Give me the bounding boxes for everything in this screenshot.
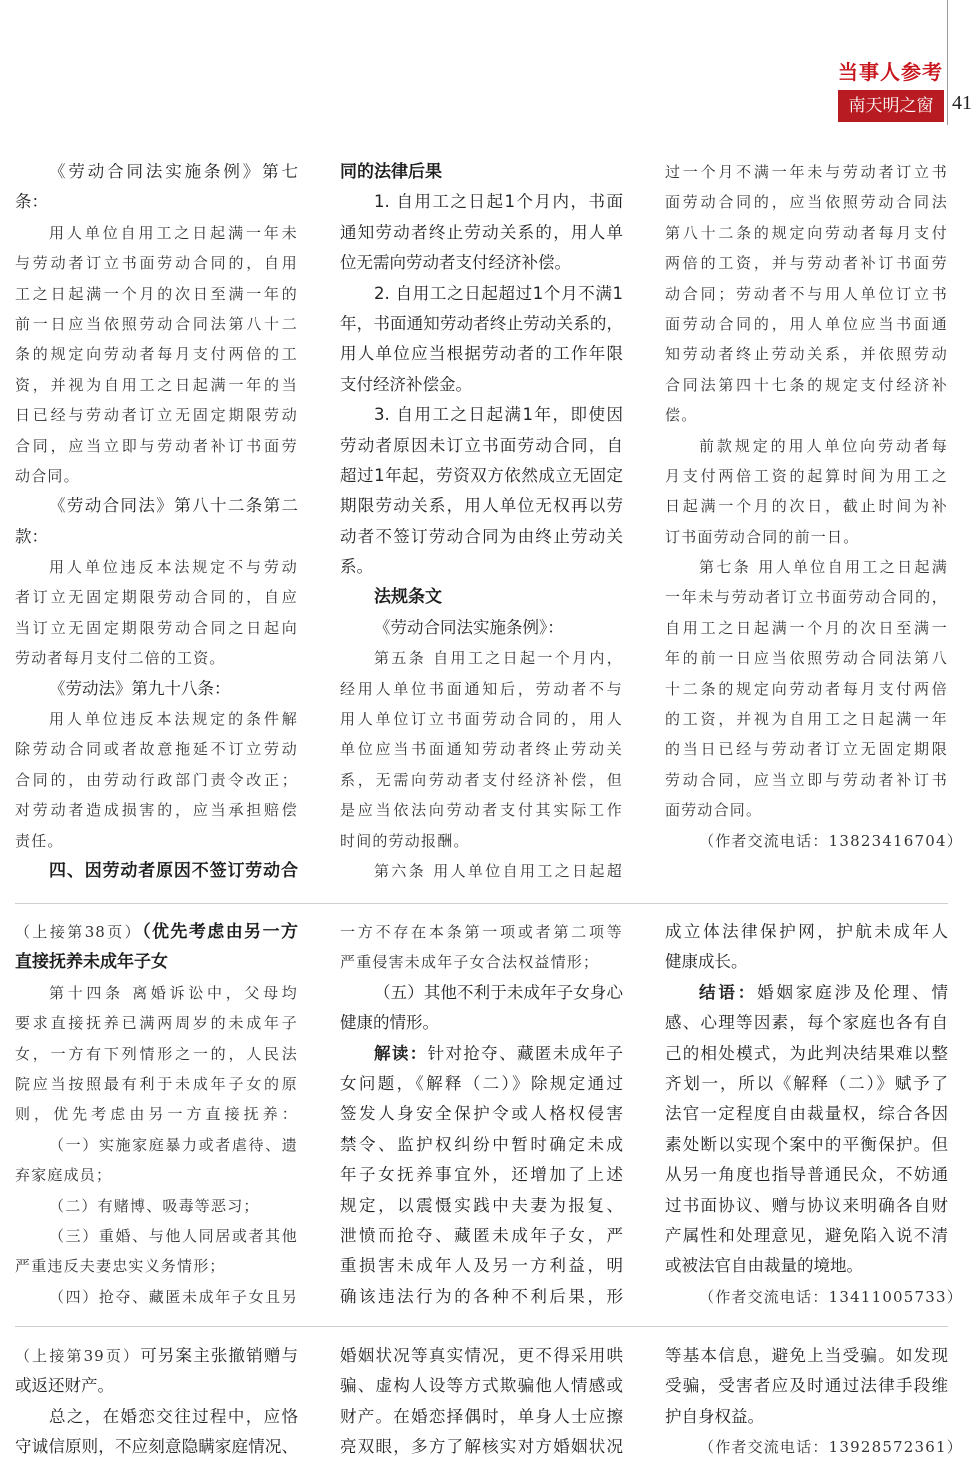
text-line: 两倍的工资，并与劳动者补订书面劳 [665, 254, 948, 273]
text-line: 年的前一日应当依照劳动合同法第八 [665, 649, 948, 668]
text-line: 支付经济补偿金。 [340, 374, 472, 394]
text-line: 用人单位订立书面劳动合同的，用人 [340, 710, 623, 729]
text-line: 前一日应当依照劳动合同法第八十二 [15, 314, 298, 333]
column-middle [340, 917, 623, 1312]
subheading: 直接抚养未成年子女 [15, 952, 168, 973]
text-line: 总之，在婚恋交往过程中，应恪 [49, 1406, 298, 1426]
text-line: 十二条的规定向劳动者每月支付两倍 [665, 679, 948, 698]
page-edge-rule [947, 0, 948, 125]
text-line: 位无需向劳动者支付经济补偿。 [340, 253, 571, 273]
text-line: 日起满一个月的次日，截止时间为补 [665, 497, 948, 516]
text-line: 弃家庭成员； [15, 1166, 113, 1185]
text-line: 己的相处模式，为此判决结果难以整 [665, 1043, 948, 1063]
continued-line [15, 1341, 298, 1371]
text-line: 第八十二条的规定向劳动者每月支付 [665, 223, 948, 242]
heading-text: （优先考虑由另一方 [142, 922, 298, 942]
text-line: 健康的情形。 [340, 1013, 439, 1033]
text-line: 面劳动合同的，用人单位应当书面通 [665, 314, 948, 333]
text-line: 经用人单位书面通知后，劳动者不与 [340, 679, 623, 698]
text-line: 素处断以实现个案中的平衡保护。但 [665, 1134, 948, 1154]
text-line: 女，一方有下列情形之一的，人民法 [15, 1044, 298, 1063]
text-line: 过书面协议、赠与协议来明确各自财 [665, 1195, 948, 1215]
continued-heading-line [15, 917, 298, 947]
text-line: 系。 [340, 557, 373, 577]
text-line: 时间的劳动报酬。 [340, 831, 470, 850]
text-line: 用人单位违反本法规定不与劳动 [49, 558, 298, 577]
text-line: 第五条 自用工之日起一个月内， [374, 649, 623, 668]
text-line: 《劳动合同法》第八十二条第二 [49, 496, 298, 516]
text-line: 骗、虚构人设等方式欺骗他人情感或 [340, 1376, 623, 1396]
text-line: 条： [15, 192, 48, 212]
text-line: 重损害未成年人及另一方利益，明 [340, 1256, 623, 1276]
text-line: 从另一角度也指导普通民众，不妨通 [665, 1165, 948, 1185]
text-line: 成立体法律保护网，护航未成年人 [665, 922, 948, 941]
text-line: 第六条 用人单位自用工之日起超 [374, 861, 623, 880]
conclusion-text: 婚姻家庭涉及伦理、情 [757, 982, 948, 1002]
text-line: 超过1年起，劳资双方依然成立无固定 [340, 465, 623, 485]
text-line: 款： [15, 526, 48, 546]
text-line: 与劳动者订立书面劳动合同的，自用 [15, 254, 298, 273]
text-line: 的当日已经与劳动者订立无固定期限 [665, 740, 948, 759]
text-line: 条的规定向劳动者每月支付两倍的工 [15, 345, 298, 364]
subheading: 法规条文 [374, 587, 442, 608]
text-line: 产属性和处理意见，避免陷入说不清 [665, 1225, 948, 1245]
author-phone: （作者交流电话：13928572361） [699, 1438, 963, 1457]
text-line: 知劳动者终止劳动关系，并依照劳动 [665, 345, 948, 364]
text-line: 女问题，《解释（二）》除规定通过 [340, 1073, 623, 1093]
conclusion-line [665, 978, 948, 1008]
text-line: 《劳动合同法实施条例》第七 [49, 162, 298, 181]
text-line: 动者不签订劳动合同为由终止劳动关 [340, 526, 623, 546]
text-line: 2. 自用工之日起超过1个月不满1 [374, 283, 623, 303]
text-line: 《劳动法》第九十八条： [49, 678, 231, 698]
column-left [15, 917, 298, 1312]
subheading: 同的法律后果 [340, 162, 442, 182]
text-line: 健康成长。 [665, 952, 748, 972]
text-line: 一方不存在本条第一项或者第二项等 [340, 923, 623, 941]
text-line: （二）有赌博、吸毒等恶习； [49, 1196, 260, 1215]
text-line: 1. 自用工之日起1个月内，书面 [374, 192, 623, 212]
text-line: 等基本信息，避免上当受骗。如发现 [665, 1346, 948, 1365]
column-left [15, 157, 298, 886]
column-left [15, 1341, 298, 1463]
text-line: 过一个月不满一年未与劳动者订立书 [665, 163, 948, 181]
continued-from-ref: （上接第39页） [15, 1347, 141, 1365]
text-line: （五）其他不利于未成年子女身心 [374, 982, 623, 1002]
text-line: 劳动者每月支付二倍的工资。 [15, 649, 226, 668]
interpretation-label: 解读： [374, 1043, 428, 1063]
section-divider [15, 1326, 948, 1327]
text-line: 财产。在婚恋择偶时，单身人士应擦 [340, 1406, 623, 1426]
text-line: 《劳动合同法实施条例》： [374, 617, 564, 637]
column-right [665, 157, 963, 856]
text-line: 合同法第四十七条的规定支付经济补 [665, 375, 948, 394]
text-line: 偿。 [665, 406, 698, 425]
conclusion-label: 结语： [699, 982, 758, 1002]
text-line: 护自身权益。 [665, 1406, 764, 1426]
text-line: 合同的，由劳动行政部门责令改正； [15, 770, 298, 789]
text-line: 面劳动合同的，应当依照劳动合同法 [665, 193, 948, 212]
continued-from-ref: （上接第38页） [15, 923, 143, 941]
text-line: （三）重婚、与他人同居或者其他 [49, 1226, 298, 1245]
text-line: 法官一定程度自由裁量权，综合各因 [665, 1104, 948, 1124]
column-name-badge: 南天明之窗 [838, 90, 944, 122]
text-line: 责任。 [15, 831, 64, 850]
interpretation-line [340, 1039, 623, 1069]
text-line: 资，并视为自用工之日起满一年的当 [15, 375, 298, 394]
text-line: 劳动合同，应当立即与劳动者补订书 [665, 770, 948, 789]
text-line: 日已经与劳动者订立无固定期限劳动 [15, 406, 298, 425]
text-line: 婚姻状况等真实情况，更不得采用哄 [340, 1346, 623, 1365]
text-line: 动合同；劳动者不与用人单位订立书 [665, 284, 948, 303]
text-line: 用人单位违反本法规定的条件解 [49, 710, 298, 729]
text-line: 面劳动合同。 [665, 801, 763, 820]
author-phone: （作者交流电话：13411005733） [699, 1287, 963, 1306]
text-line: 工之日起满一个月的次日至满一年的 [15, 284, 298, 303]
text-line: 亮双眼，多方了解核实对方婚姻状况 [340, 1437, 623, 1457]
text-line: 年，书面通知劳动者终止劳动关系的， [340, 313, 623, 333]
page-number: 41 [952, 92, 972, 114]
text-line: 院应当按照最有利于未成年子女的原 [15, 1074, 298, 1093]
text-line: 合同，应当立即与劳动者补订书面劳 [15, 436, 298, 455]
section-title: 当事人参考 [838, 60, 943, 84]
text-line: 的工资，并视为自用工之日起满一年 [665, 710, 948, 729]
text-line: 自用工之日起满一个月的次日至满一 [665, 618, 948, 637]
text-line: 严重违反夫妻忠实义务情形； [15, 1257, 226, 1276]
text-line: 者订立无固定期限劳动合同的，自应 [15, 588, 298, 607]
text-line: 月支付两倍工资的起算时间为用工之 [665, 466, 948, 485]
text-line: 当订立无固定期限劳动合同之日起向 [15, 618, 298, 637]
text-line: 规定，以震慑实践中夫妻为报复、 [340, 1195, 623, 1215]
text-line: 通知劳动者终止劳动关系的，用人单 [340, 222, 623, 242]
text-line: 是应当依法向劳动者支付其实际工作 [340, 801, 623, 820]
subheading: 四、因劳动者原因不签订劳动合 [49, 860, 298, 881]
text-line: 泄愤而抢夺、藏匿未成年子女，严 [340, 1225, 623, 1245]
text-line: 年子女抚养事宜外，还增加了上述 [340, 1165, 623, 1185]
text-line: 感、心理等因素，每个家庭也各有自 [665, 1013, 948, 1033]
text-line: 前款规定的用人单位向劳动者每 [699, 436, 948, 455]
author-phone: （作者交流电话：13823416704） [699, 831, 963, 850]
column-right [665, 1341, 963, 1463]
text-line: 动合同。 [15, 466, 80, 485]
text-line: 期限劳动关系，用人单位无权再以劳 [340, 496, 623, 516]
text-line: 除劳动合同或者故意拖延不订立劳动 [15, 740, 298, 759]
column-middle [340, 1341, 623, 1463]
column-right [665, 917, 963, 1312]
text-line: 第七条 用人单位自用工之日起满 [699, 558, 948, 577]
text-line: 用人单位应当根据劳动者的工作年限 [340, 344, 623, 364]
text-line: 劳动者原因未订立书面劳动合同，自 [340, 435, 623, 455]
text-line: 禁令、监护权纠纷中暂时确定未成 [340, 1134, 623, 1154]
text-line: 第十四条 离婚诉讼中，父母均 [49, 983, 298, 1002]
interpretation-text: 针对抢夺、藏匿未成年子 [427, 1043, 624, 1063]
text-line: 订书面劳动合同的前一日。 [665, 527, 860, 546]
text-line: 一年未与劳动者订立书面劳动合同的， [665, 588, 948, 607]
text-line: 则，优先考虑由另一方直接抚养： [15, 1105, 298, 1124]
text-line: 或返还财产。 [15, 1376, 114, 1396]
text-line: 签发人身安全保护令或人格权侵害 [340, 1104, 623, 1124]
text-line: 确该违法行为的各种不利后果，形 [340, 1286, 623, 1306]
text-line: 受骗，受害者应及时通过法律手段维 [665, 1376, 948, 1396]
text-line: 齐划一，所以《解释（二）》赋予了 [665, 1073, 948, 1093]
text-line: 用人单位自用工之日起满一年未 [49, 223, 298, 242]
text-line: 对劳动者造成损害的，应当承担赔偿 [15, 801, 298, 820]
text-line: 3. 自用工之日起满1年，即使因 [374, 405, 623, 425]
text-line: 严重侵害未成年子女合法权益情形； [340, 953, 600, 972]
text-line: 守诚信原则，不应刻意隐瞒家庭情况、 [15, 1437, 298, 1457]
text-line: 要求直接抚养已满两周岁的未成年子 [15, 1014, 298, 1033]
section-divider [15, 903, 948, 904]
text-line: （一）实施家庭暴力或者虐待、遗 [49, 1135, 298, 1154]
text-line: （四）抢夺、藏匿未成年子女且另 [49, 1287, 298, 1306]
text-line: 单位应当书面通知劳动者终止劳动关 [340, 740, 623, 759]
continued-text: 可另案主张撤销赠与 [140, 1346, 299, 1365]
text-line: 或被法官自由裁量的境地。 [665, 1256, 863, 1276]
text-line: 系，无需向劳动者支付经济补偿，但 [340, 770, 623, 789]
column-middle [340, 157, 623, 886]
